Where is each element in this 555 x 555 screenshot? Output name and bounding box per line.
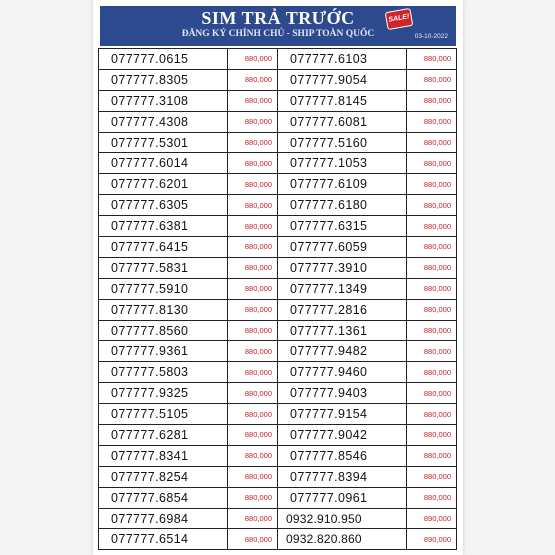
sim-price-left: 880,000 xyxy=(228,341,278,362)
sim-number-left: 077777.0615 xyxy=(99,49,228,70)
sim-number-right: 077777.9403 xyxy=(278,383,407,404)
sheet-title: SIM TRẢ TRƯỚC xyxy=(201,8,355,28)
sim-price-left: 880,000 xyxy=(228,216,278,237)
sim-price-right: 880,000 xyxy=(407,446,457,467)
sim-price-right: 880,000 xyxy=(407,404,457,425)
table-row xyxy=(99,237,457,258)
sim-number-left: 077777.8560 xyxy=(99,321,228,342)
sim-number-right: 077777.9482 xyxy=(278,341,407,362)
sim-price-right: 880,000 xyxy=(407,216,457,237)
table-row xyxy=(99,467,457,488)
sim-price-left: 880,000 xyxy=(228,300,278,321)
sim-price-right: 880,000 xyxy=(407,112,457,133)
sim-number-right: 077777.6109 xyxy=(278,174,407,195)
sim-number-left: 077777.6014 xyxy=(99,153,228,174)
table-row xyxy=(99,300,457,321)
sim-price-right: 880,000 xyxy=(407,49,457,70)
sim-price-left: 880,000 xyxy=(228,279,278,300)
sim-number-left: 077777.6201 xyxy=(99,174,228,195)
sim-number-left: 077777.6415 xyxy=(99,237,228,258)
table-row xyxy=(99,279,457,300)
sim-number-left: 077777.6984 xyxy=(99,509,228,530)
sim-number-left: 077777.8341 xyxy=(99,446,228,467)
sim-number-right: 077777.8546 xyxy=(278,446,407,467)
table-row xyxy=(99,112,457,133)
sim-number-right: 077777.9154 xyxy=(278,404,407,425)
sim-price-right: 880,000 xyxy=(407,425,457,446)
sim-number-right: 077777.2816 xyxy=(278,300,407,321)
sim-number-right: 077777.3910 xyxy=(278,258,407,279)
sim-price-left: 880,000 xyxy=(228,509,278,530)
sim-number-right: 077777.8145 xyxy=(278,91,407,112)
sim-number-left: 077777.6514 xyxy=(99,529,228,550)
sim-number-right: 077777.9042 xyxy=(278,425,407,446)
sim-number-right: 077777.1053 xyxy=(278,153,407,174)
sim-price-right: 880,000 xyxy=(407,258,457,279)
sim-price-left: 880,000 xyxy=(228,237,278,258)
sim-number-table xyxy=(98,48,457,550)
sim-number-right: 077777.1349 xyxy=(278,279,407,300)
sim-number-right: 077777.5160 xyxy=(278,133,407,154)
sim-number-right: 077777.6315 xyxy=(278,216,407,237)
sim-price-right: 880,000 xyxy=(407,133,457,154)
table-row xyxy=(99,425,457,446)
sim-number-left: 077777.5831 xyxy=(99,258,228,279)
sim-number-right: 077777.6103 xyxy=(278,49,407,70)
sim-number-right: 077777.9054 xyxy=(278,70,407,91)
sim-price-left: 880,000 xyxy=(228,133,278,154)
sim-price-right: 880,000 xyxy=(407,91,457,112)
sim-price-right: 880,000 xyxy=(407,341,457,362)
sim-price-left: 880,000 xyxy=(228,70,278,91)
sim-number-right: 0932.820.860 xyxy=(278,529,407,550)
sim-number-left: 077777.8305 xyxy=(99,70,228,91)
sim-price-left: 880,000 xyxy=(228,91,278,112)
sim-price-left: 880,000 xyxy=(228,383,278,404)
sim-price-left: 880,000 xyxy=(228,258,278,279)
sim-price-left: 880,000 xyxy=(228,49,278,70)
sim-price-right: 880,000 xyxy=(407,300,457,321)
sim-number-left: 077777.5301 xyxy=(99,133,228,154)
sim-price-right: 890,000 xyxy=(407,529,457,550)
sim-number-left: 077777.6854 xyxy=(99,488,228,509)
sim-price-left: 880,000 xyxy=(228,529,278,550)
table-row xyxy=(99,404,457,425)
sim-price-left: 880,000 xyxy=(228,112,278,133)
table-row xyxy=(99,529,457,550)
sim-price-right: 880,000 xyxy=(407,237,457,258)
table-row xyxy=(99,509,457,530)
table-row xyxy=(99,70,457,91)
table-row xyxy=(99,216,457,237)
sim-number-right: 077777.6081 xyxy=(278,112,407,133)
table-row xyxy=(99,362,457,383)
sim-number-right: 077777.1361 xyxy=(278,321,407,342)
sim-price-left: 880,000 xyxy=(228,488,278,509)
sim-number-left: 077777.8130 xyxy=(99,300,228,321)
sim-number-left: 077777.6305 xyxy=(99,195,228,216)
table-row xyxy=(99,383,457,404)
sim-price-left: 880,000 xyxy=(228,425,278,446)
table-row xyxy=(99,133,457,154)
table-row xyxy=(99,153,457,174)
sim-price-left: 880,000 xyxy=(228,404,278,425)
price-sheet xyxy=(93,0,463,555)
table-row xyxy=(99,49,457,70)
sim-price-right: 880,000 xyxy=(407,174,457,195)
sim-number-right: 077777.8394 xyxy=(278,467,407,488)
header-banner xyxy=(100,6,456,46)
sim-number-left: 077777.9325 xyxy=(99,383,228,404)
sheet-subtitle: ĐĂNG KÝ CHÍNH CHỦ - SHIP TOÀN QUỐC xyxy=(181,29,375,39)
sim-number-left: 077777.4308 xyxy=(99,112,228,133)
sim-number-right: 077777.9460 xyxy=(278,362,407,383)
sim-number-right: 077777.6059 xyxy=(278,237,407,258)
sim-number-right: 077777.0961 xyxy=(278,488,407,509)
sim-price-left: 880,000 xyxy=(228,467,278,488)
sim-price-right: 880,000 xyxy=(407,488,457,509)
sim-price-left: 880,000 xyxy=(228,446,278,467)
sale-badge: SALE! xyxy=(385,8,414,30)
sim-price-left: 880,000 xyxy=(228,362,278,383)
sim-number-left: 077777.6281 xyxy=(99,425,228,446)
table-row xyxy=(99,91,457,112)
sim-number-left: 077777.9361 xyxy=(99,341,228,362)
sheet-date: 03-10-2022 xyxy=(414,33,448,40)
sim-number-left: 077777.6381 xyxy=(99,216,228,237)
table-row xyxy=(99,341,457,362)
sim-price-right: 880,000 xyxy=(407,467,457,488)
sim-number-left: 077777.5105 xyxy=(99,404,228,425)
table-row xyxy=(99,195,457,216)
sim-number-left: 077777.5910 xyxy=(99,279,228,300)
sim-number-right: 0932.910.950 xyxy=(278,509,407,530)
table-row xyxy=(99,258,457,279)
sim-price-right: 890,000 xyxy=(407,509,457,530)
sim-price-left: 880,000 xyxy=(228,174,278,195)
table-row xyxy=(99,321,457,342)
sim-price-left: 880,000 xyxy=(228,153,278,174)
sim-price-right: 880,000 xyxy=(407,153,457,174)
table-row xyxy=(99,446,457,467)
sim-number-left: 077777.5803 xyxy=(99,362,228,383)
sim-number-left: 077777.3108 xyxy=(99,91,228,112)
table-row xyxy=(99,488,457,509)
sim-number-left: 077777.8254 xyxy=(99,467,228,488)
sim-price-right: 880,000 xyxy=(407,279,457,300)
sim-price-right: 880,000 xyxy=(407,383,457,404)
table-row xyxy=(99,174,457,195)
sim-price-left: 880,000 xyxy=(228,195,278,216)
sim-number-right: 077777.6180 xyxy=(278,195,407,216)
sim-price-right: 880,000 xyxy=(407,321,457,342)
sim-price-left: 880,000 xyxy=(228,321,278,342)
sim-price-right: 880,000 xyxy=(407,195,457,216)
sim-price-right: 880,000 xyxy=(407,362,457,383)
sim-price-right: 880,000 xyxy=(407,70,457,91)
